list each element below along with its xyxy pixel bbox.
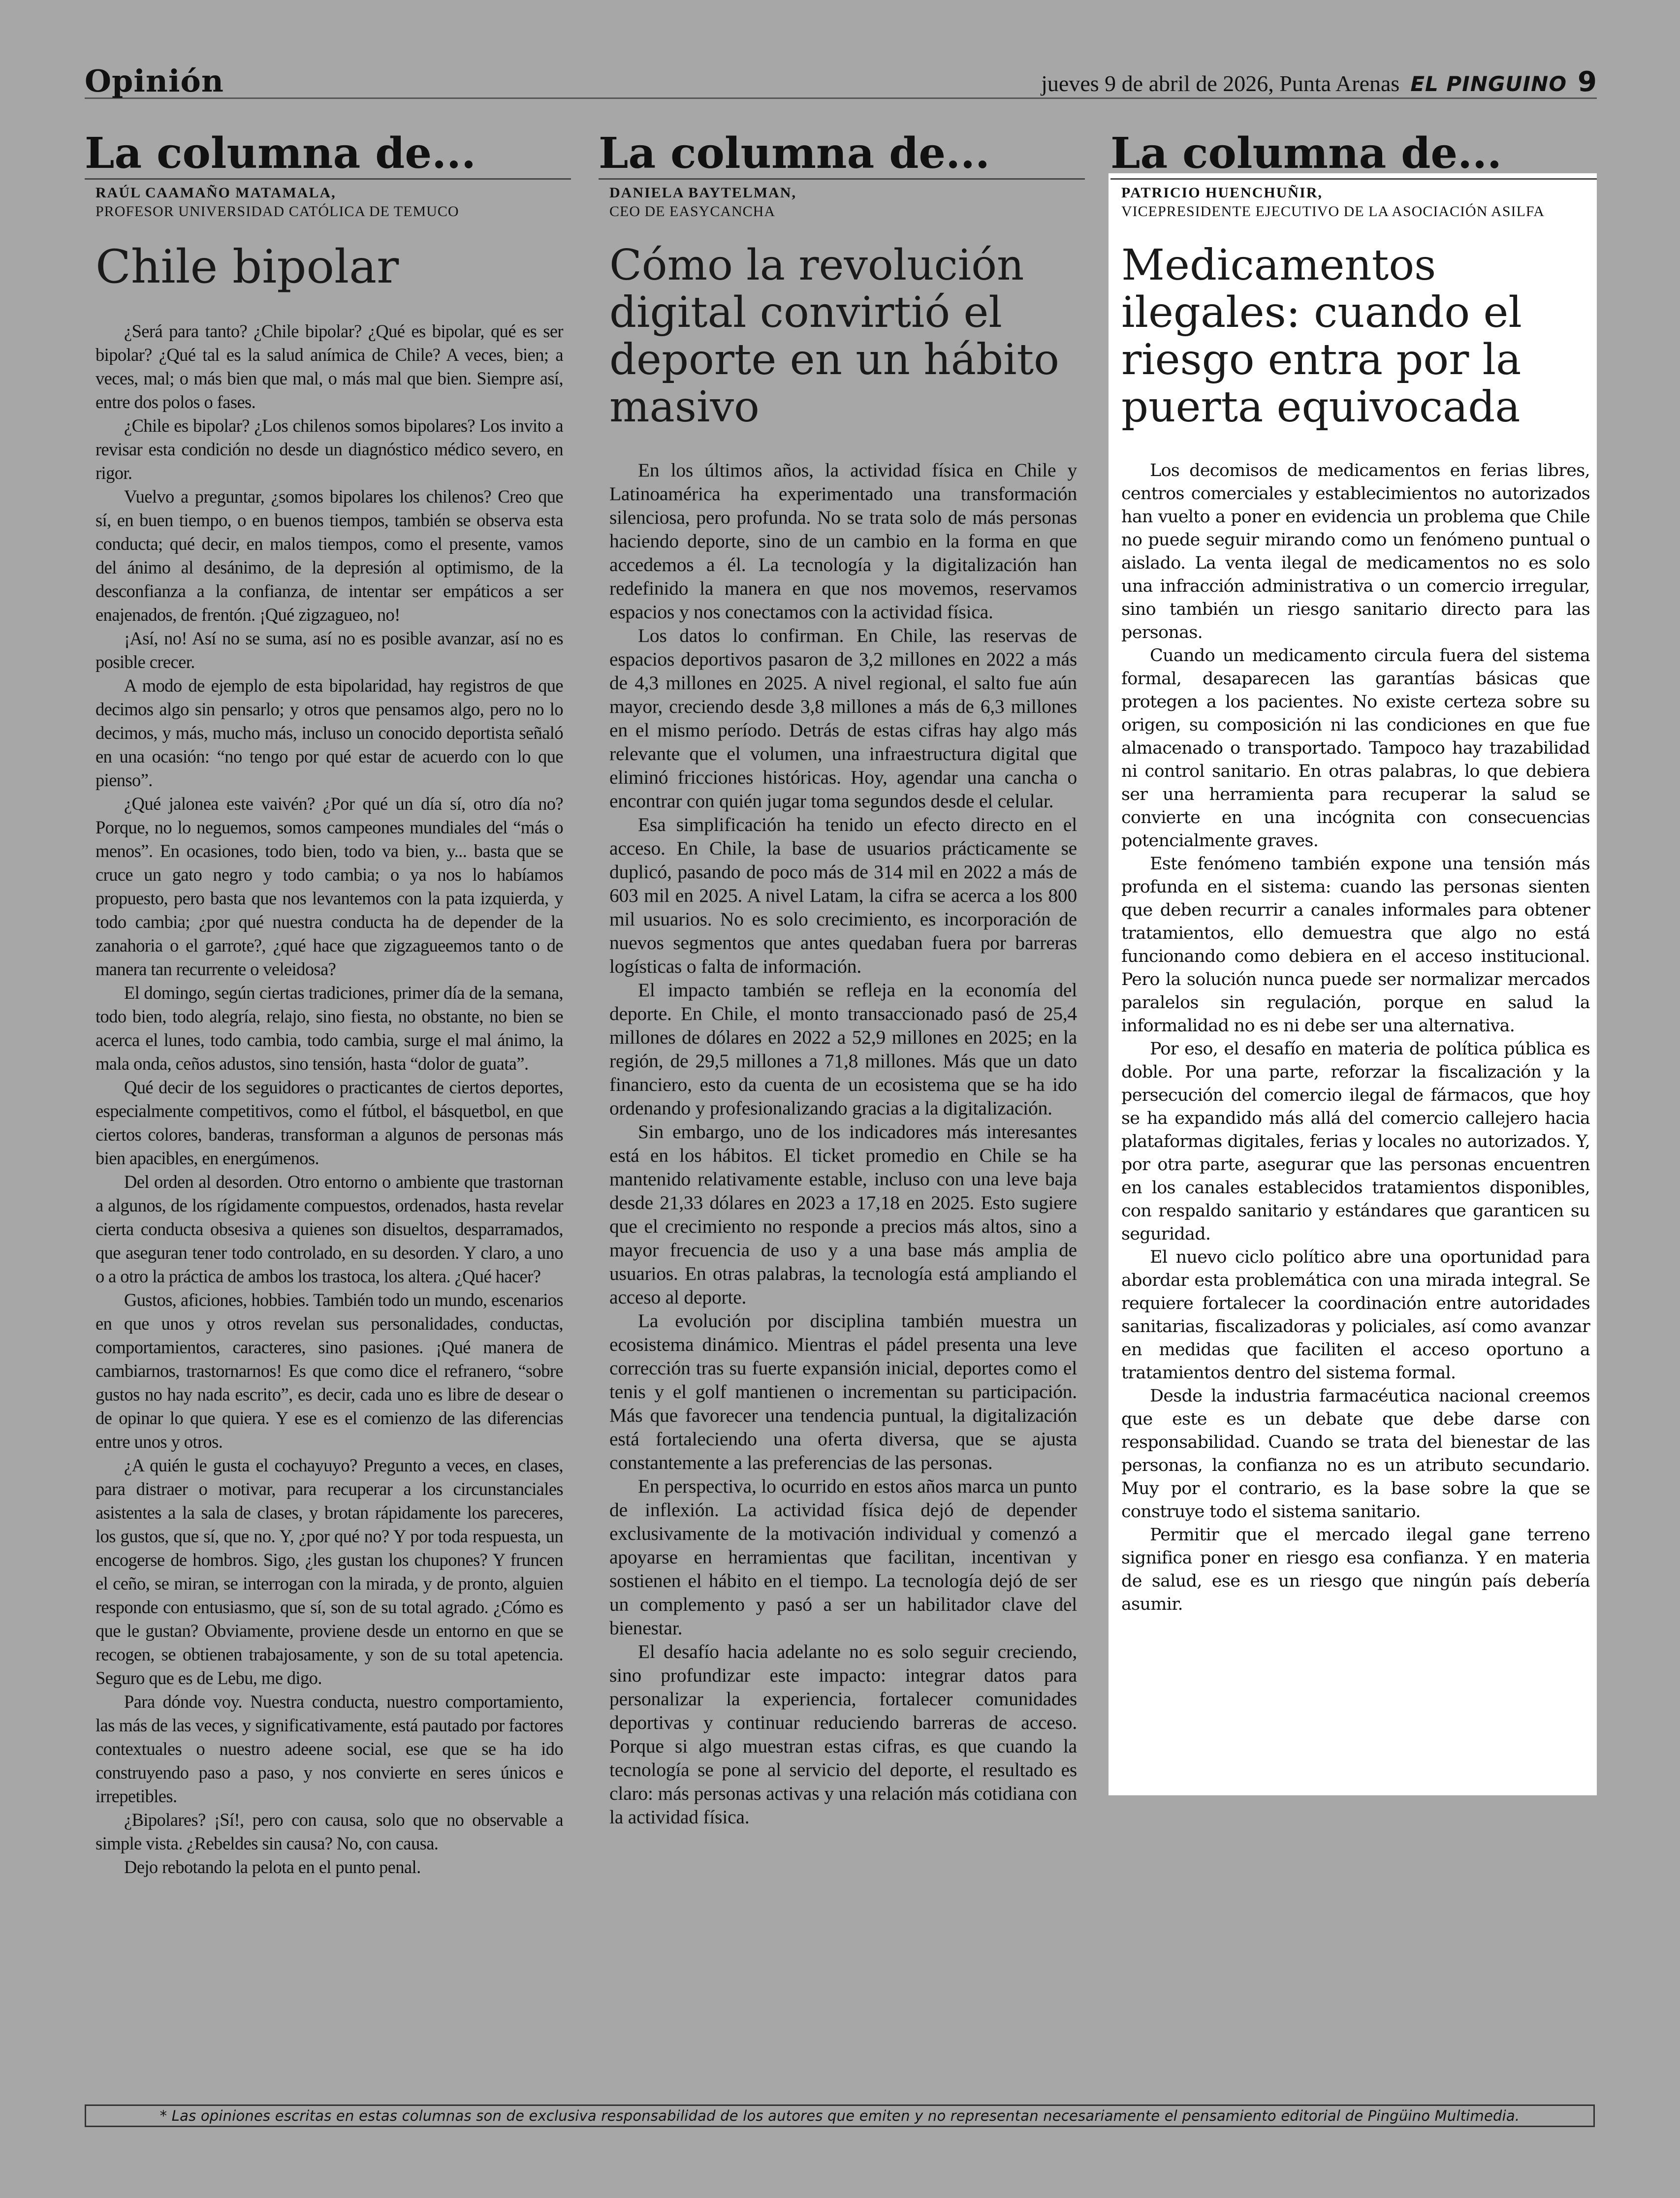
author-role: PROFESOR UNIVERSIDAD CATÓLICA DE TEMUCO <box>95 203 459 220</box>
article-paragraph: Por eso, el desafío en materia de política pública es doble. Por una parte, reforzar la fiscalización y la persecución del comercio ilegal de fármacos, que hoy se ha expandido más allá del comercio callejero hacia plataformas digitales, ferias y locales no autorizados. Y, por otra parte, asegurar que las personas encuentren en los canales establecidos tratamientos disponibles, con respaldo sanitario y estándares que garanticen su seguridad. <box>1121 1039 1590 1244</box>
article-paragraph: El impacto también se refleja en la economía del deporte. En Chile, el monto transaccionado pasó de 25,4 millones de dólares en 2022 a 52,9 millones en 2025; en la región, de 29,5 millones a 71,8 millones. Más que un dato financiero, esto da cuenta de un ecosistema que se ha ido ordenando y profesionalizando gracias a la digitalización. <box>609 979 1077 1119</box>
article-paragraph: La evolución por disciplina también muestra un ecosistema dinámico. Mientras el pádel presenta una leve corrección tras su fuerte expansión inicial, deportes como el tenis y el golf mantienen o incrementan su participación. Más que favorecer una tendencia puntual, la digitalización está fortaleciendo una oferta diversa, que se ajusta constantemente a las preferencias de las personas. <box>609 1310 1077 1473</box>
author-role: VICEPRESIDENTE EJECUTIVO DE LA ASOCIACIÓN ASILFA <box>1121 203 1545 220</box>
article-paragraph: ¿Qué jalonea este vaivén? ¿Por qué un día sí, otro día no? Porque, no lo neguemos, somos campeones mundiales del “más o menos”. En ocasiones, todo bien, todo va bien, y... basta que se cruce un gato negro y todo cambia; o ya nos lo habíamos propuesto, pero basta que nos levantemos con la pata izquierda, y todo cambia; ¿por qué nuestra conducta ha de depender de la zanahoria o el garrote?, ¿qué hace que zigzagueemos tanto o de manera tan recurrente o veleidosa? <box>95 794 563 979</box>
article-paragraph: Los datos lo confirman. En Chile, las reservas de espacios deportivos pasaron de 3,2 millones en 2022 a más de 4,3 millones en 2025. A nivel regional, el salto fue aún mayor, creciendo desde 3,8 millones a más de 6,3 millones en el mismo período. Detrás de estas cifras hay algo más relevante que el volumen, una infraestructura digital que eliminó fricciones históricas. Hoy, agendar una cancha o encontrar con quién jugar toma segundos desde el celular. <box>609 625 1077 812</box>
article-paragraph: En los últimos años, la actividad física en Chile y Latinoamérica ha experimentado una transformación silenciosa, pero profunda. No se trata solo de más personas haciendo deporte, sino de un cambio en la forma en que accedemos a él. La tecnología y la digitalización han redefinido la manera en que nos movemos, reservamos espacios y nos conectamos con la actividad física. <box>609 459 1077 623</box>
article-paragraph: Dejo rebotando la pelota en el punto penal. <box>124 1857 421 1877</box>
article-paragraph: Este fenómeno también expone una tensión más profunda en el sistema: cuando las personas sienten que deben recurrir a canales informales para obtener tratamientos, ello demuestra que algo no está funcionando como debiera en el acceso institucional. Pero la solución nunca puede ser normalizar mercados paralelos sin regulación, porque en salud la informalidad no es ni debe ser una alternativa. <box>1121 854 1590 1036</box>
article-title: Cómo la revolución digital convirtió el deporte en un hábito masivo <box>609 241 1059 432</box>
author-name: RAÚL CAAMAÑO MATAMALA, <box>95 185 336 201</box>
author-name: PATRICIO HUENCHUÑIR, <box>1121 185 1323 201</box>
article-body <box>1121 459 1590 1616</box>
opinion-column-1 <box>85 129 571 1879</box>
column-rule <box>1110 178 1597 180</box>
article-paragraph: Esa simplificación ha tenido un efecto directo en el acceso. En Chile, la base de usuarios prácticamente se duplicó, pasando de poco más de 314 mil en 2022 a más de 603 mil en 2025. A nivel Latam, la cifra se acerca a los 800 mil usuarios. No es solo crecimiento, es incorporación de nuevos segmentos que antes quedaban fuera por barreras logísticas o falta de información. <box>609 814 1077 977</box>
author-name: DANIELA BAYTELMAN, <box>609 185 796 201</box>
article-paragraph: Los decomisos de medicamentos en ferias libres, centros comerciales y establecimientos no autorizados han vuelto a poner en evidencia un problema que Chile no puede seguir mirando como un fenómeno puntual o aislado. La venta ilegal de medicamentos no es solo una infracción administrativa o un comercio irregular, sino también un riesgo sanitario directo para las personas. <box>1121 461 1590 642</box>
article-title: Chile bipolar <box>95 240 399 294</box>
article-paragraph: Gustos, aficiones, hobbies. También todo un mundo, escenarios en que unos y otros revelan sus personalidades, conductas, comportamientos, caracteres, sino pasiones. ¡Qué manera de cambiarnos, trastornarnos! Es que como dice el refranero, “sobre gustos no hay nada escrito”, es decir, cada uno es libre de desear o de opinar lo que quiera. Y ese es el comienzo de las diferencias entre unos y otros. <box>95 1290 563 1452</box>
column-rule <box>599 178 1085 180</box>
article-paragraph: El nuevo ciclo político abre una oportunidad para abordar esta problemática con una mirada integral. Se requiere fortalecer la coordinación entre autoridades sanitarias, fiscalizadoras y policiales, así como avanzar en medidas que faciliten el acceso oportuno a tratamientos dentro del sistema formal. <box>1121 1247 1590 1383</box>
article-body <box>95 319 563 1879</box>
disclaimer-box <box>85 2104 1595 2127</box>
page-header <box>85 59 1597 99</box>
column-kicker: La columna de... <box>599 128 990 178</box>
article-paragraph: Desde la industria farmacéutica nacional creemos que este es un debate que debe darse con responsabilidad. Cuando se trata del bienestar de las personas, la confianza no es un atributo secundario. Muy por el contrario, es la base sobre la que se construye todo el sistema sanitario. <box>1121 1386 1590 1522</box>
article-paragraph: El desafío hacia adelante no es solo seguir creciendo, sino profundizar este impacto: integrar datos para personalizar la experiencia, fortalecer comunidades deportivas y continuar reduciendo barreras de acceso. Porque si algo muestran estas cifras, es que cuando la tecnología se pone al servicio del deporte, el resultado es claro: más personas activas y una relación más cotidiana con la actividad física. <box>609 1641 1077 1828</box>
disclaimer-text: * Las opiniones escritas en estas columnas son de exclusiva responsabilidad de los autores que emiten y no representan necesariamente el pensamiento editorial de Pingüino Multimedia. <box>159 2107 1520 2124</box>
column-kicker: La columna de... <box>85 128 476 178</box>
article-paragraph: Para dónde voy. Nuestra conducta, nuestro comportamiento, las más de las veces, y significativamente, está pautado por factores contextuales o nuestro adeene social, ese que se ha ido construyendo paso a paso, y nos convierte en seres únicos e irrepetibles. <box>95 1691 563 1806</box>
article-paragraph: Sin embargo, uno de los indicadores más interesantes está en los hábitos. El ticket promedio en Chile se ha mantenido relativamente estable, incluso con una leve baja desde 21,33 dólares en 2023 a 17,18 en 2025. Esto sugiere que el crecimiento no responde a precios más altos, sino a mayor frecuencia de uso y a una base más amplia de usuarios. En otras palabras, la tecnología está ampliando el acceso al deporte. <box>609 1121 1077 1308</box>
newspaper-logo: EL PINGUINO <box>1410 72 1567 96</box>
article-body <box>609 458 1077 1829</box>
article-paragraph: ¿Será para tanto? ¿Chile bipolar? ¿Qué es bipolar, qué es ser bipolar? ¿Qué tal es la salud anímica de Chile? A veces, bien; a veces, mal; o más bien que mal, o más mal que bien. Siempre así, entre dos polos o fases. <box>95 321 563 412</box>
article-paragraph: A modo de ejemplo de esta bipolaridad, hay registros de que decimos algo sin pensarlo; y otros que pensamos algo, pero no lo decimos, y más, mucho más, incluso un conocido deportista señaló en una ocasión: “no tengo por qué estar de acuerdo con lo que pienso”. <box>95 675 563 790</box>
column-rule <box>85 178 571 180</box>
article-paragraph: En perspectiva, lo ocurrido en estos años marca un punto de inflexión. La actividad física dejó de depender exclusivamente de la motivación individual y comenzó a apoyarse en herramientas que facilitan, incentivan y sostienen el hábito en el tiempo. La tecnología dejó de ser un complemento y pasó a ser un habilitador clave del bienestar. <box>609 1475 1077 1639</box>
article-paragraph: ¿Bipolares? ¡Sí!, pero con causa, solo que no observable a simple vista. ¿Rebeldes sin causa? No, con causa. <box>95 1810 563 1853</box>
article-paragraph: Qué decir de los seguidores o practicantes de ciertos deportes, especialmente competitivos, como el fútbol, el básquetbol, en que ciertos colores, banderas, transforman a algunos de personas más bien apacibles, en energúmenos. <box>95 1077 563 1168</box>
article-paragraph: ¡Así, no! Así no se suma, así no es posible avanzar, así no es posible crecer. <box>95 628 563 672</box>
header-meta <box>1041 66 1597 98</box>
article-paragraph: ¿Chile es bipolar? ¿Los chilenos somos bipolares? Los invito a revisar esta condición no desde un diagnóstico médico severo, en rigor. <box>95 415 563 483</box>
page-number: 9 <box>1578 66 1597 98</box>
section-title: Opinión <box>85 63 224 99</box>
column-kicker: La columna de... <box>1110 128 1502 178</box>
article-paragraph: Vuelvo a preguntar, ¿somos bipolares los chilenos? Creo que sí, en buen tiempo, o en buenos tiempos, también se observa esta conducta; qué decir, en malos tiempos, como el presente, vamos del ánimo al desánimo, de la depresión al optimismo, de la desconfianza a la confianza, de intentar ser empáticos a ser enajenados, de frentón. ¡Qué zigzagueo, no! <box>95 486 563 625</box>
article-paragraph: Permitir que el mercado ilegal gane terreno significa poner en riesgo esa confianza. Y en materia de salud, ese es un riesgo que ningún país debería asumir. <box>1121 1525 1590 1614</box>
article-paragraph: Del orden al desorden. Otro entorno o ambiente que trastornan a algunos, de los rígidamente compuestos, ordenados, hasta revelar cierta conducta obsesiva a quienes son disueltos, desparramados, que aseguran tener todo controlado, en su desorden. Y claro, a uno o a otro la práctica de ambos los trastoca, los altera. ¿Qué hacer? <box>95 1172 563 1286</box>
author-role: CEO DE EASYCANCHA <box>609 203 776 220</box>
article-title: Medicamentos ilegales: cuando el riesgo entra por la puerta equivocada <box>1121 241 1522 432</box>
article-paragraph: Cuando un medicamento circula fuera del sistema formal, desaparecen las garantías básicas que protegen a los pacientes. No existe certeza sobre su origen, su composición ni las condiciones en que fue almacenado o transportado. Tampoco hay trazabilidad ni control sanitario. En otras palabras, lo que debiera ser una herramienta para recuperar la salud se convierte en una incógnita con consecuencias potencialmente graves. <box>1121 646 1590 851</box>
article-paragraph: El domingo, según ciertas tradiciones, primer día de la semana, todo bien, todo alegría, relajo, sino fiesta, no obstante, no bien se acerca el lunes, todo cambia, todo cambia, surge el mal ánimo, la mala onda, ceños adustos, sino tensión, hasta “dolor de guata”. <box>95 983 563 1074</box>
dateline: jueves 9 de abril de 2026, Punta Arenas <box>1041 71 1400 96</box>
opinion-column-2 <box>599 129 1085 1829</box>
article-paragraph: ¿A quién le gusta el cochayuyo? Pregunto a veces, en clases, para distraer o motivar, para recuperar a los circunstanciales asistentes a la sala de clases, y brotan rápidamente los pareceres, los gustos, que sí, que no. Y, ¿por qué no? Y por toda respuesta, un encogerse de hombros. Sigo, ¿les gustan los chupones? Y fruncen el ceño, se miran, se interrogan con la mirada, y de pronto, alguien responde con entusiasmo, que sí, son de su total agrado. ¿Cómo es que le gustan? Obviamente, proviene desde un entorno en que se recogen, se obtienen trabajosamente, y son de su total apetencia. Seguro que es de Lebu, me digo. <box>95 1455 563 1688</box>
opinion-column-3 <box>1110 129 1597 1616</box>
